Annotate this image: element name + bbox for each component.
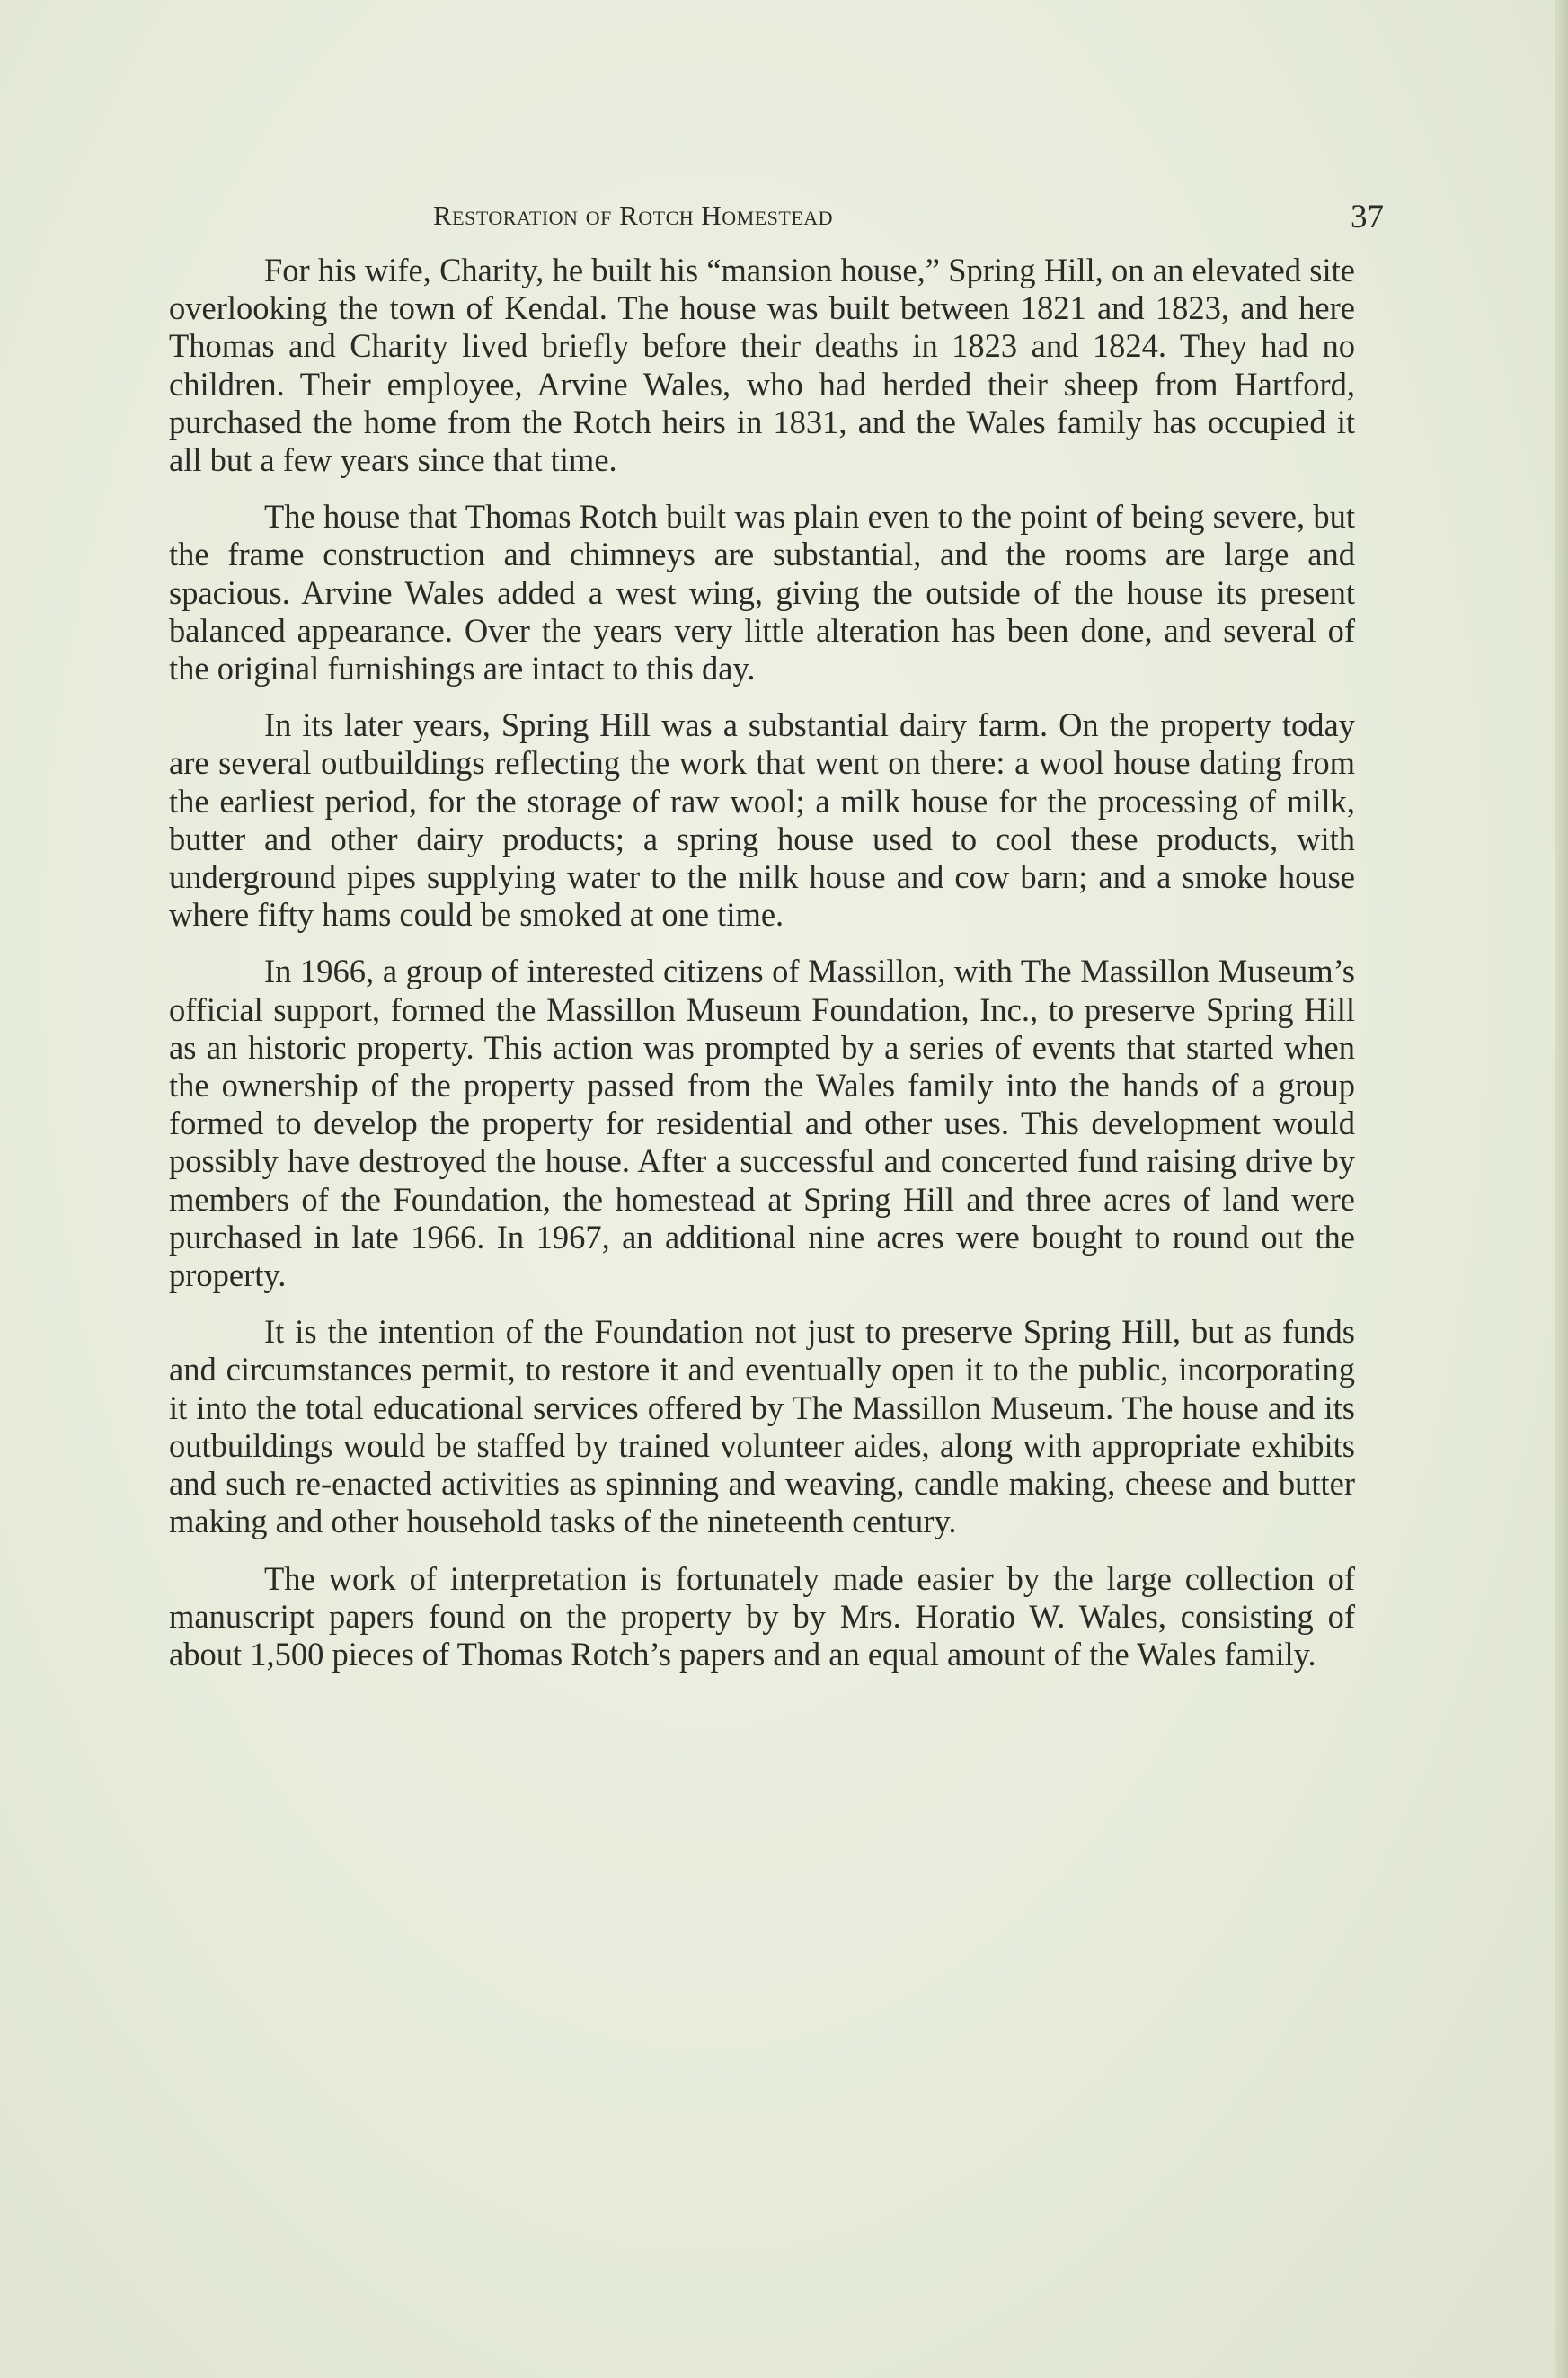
paragraph: The work of interpretation is fortunately made easier by the large collection of manuscript papers found on the property by by Mrs. Horatio W. Wales, consisting of about 1,500 pieces of Thomas Rotch’s papers and an equal amount of the Wales family. [169,1559,1355,1673]
paragraph: In 1966, a group of interested citizens of Massillon, with The Massillon Museum’s official support, formed the Massillon Museum Foundation, Inc., to preserve Spring Hill as an historic property. This action was prompted by a series of events that started when the ownership of the property passed from the Wales family into the hands of a group formed to develop the property for residential and other uses. This development would possibly have destroyed the house. After a successful and concerted fund raising drive by members of the Foundation, the homestead at Spring Hill and three acres of land were purchased in late 1966. In 1967, an additional nine acres were bought to round out the property. [169,953,1355,1294]
page-number: 37 [1351,199,1384,235]
paragraph: For his wife, Charity, he built his “mansion house,” Spring Hill, on an elevated site overlooking the town of Kendal. The house was built between 1821 and 1823, and here Thomas and Charity lived briefly before their deaths in 1823 and 1824. They had no children. Their employee, Arvine Wales, who had herded their sheep from Hartford, purchased the home from the Rotch heirs in 1831, and the Wales family has occupied it all but a few years since that time. [169,252,1355,479]
paragraph: It is the intention of the Foundation not just to preserve Spring Hill, but as funds and circumstances permit, to restore it and eventually open it to the public, incorporating it into the total educational services offered by The Massillon Museum. The house and its outbuildings would be staffed by trained volunteer aides, along with appropriate exhibits and such re-enacted activities as spinning and weaving, candle making, cheese and butter making and other household tasks of the nineteenth century. [169,1313,1355,1540]
running-title: Restoration of Rotch Homestead [433,200,834,231]
running-header [433,192,1384,246]
page-edge-shadow [1555,0,1568,2378]
body-text [169,252,1355,1692]
paragraph: The house that Thomas Rotch built was plain even to the point of being severe, but the frame construction and chimneys are substantial, and the rooms are large and spacious. Arvine Wales added a west wing, giving the outside of the house its present balanced appearance. Over the years very little alteration has been done, and several of the original furnishings are intact to this day. [169,498,1355,688]
paragraph: In its later years, Spring Hill was a substantial dairy farm. On the property today are several outbuildings reflecting the work that went on there: a wool house dating from the earliest period, for the storage of raw wool; a milk house for the processing of milk, butter and other dairy products; a spring house used to cool these products, with underground pipes supplying water to the milk house and cow barn; and a smoke house where fifty hams could be smoked at one time. [169,706,1355,934]
